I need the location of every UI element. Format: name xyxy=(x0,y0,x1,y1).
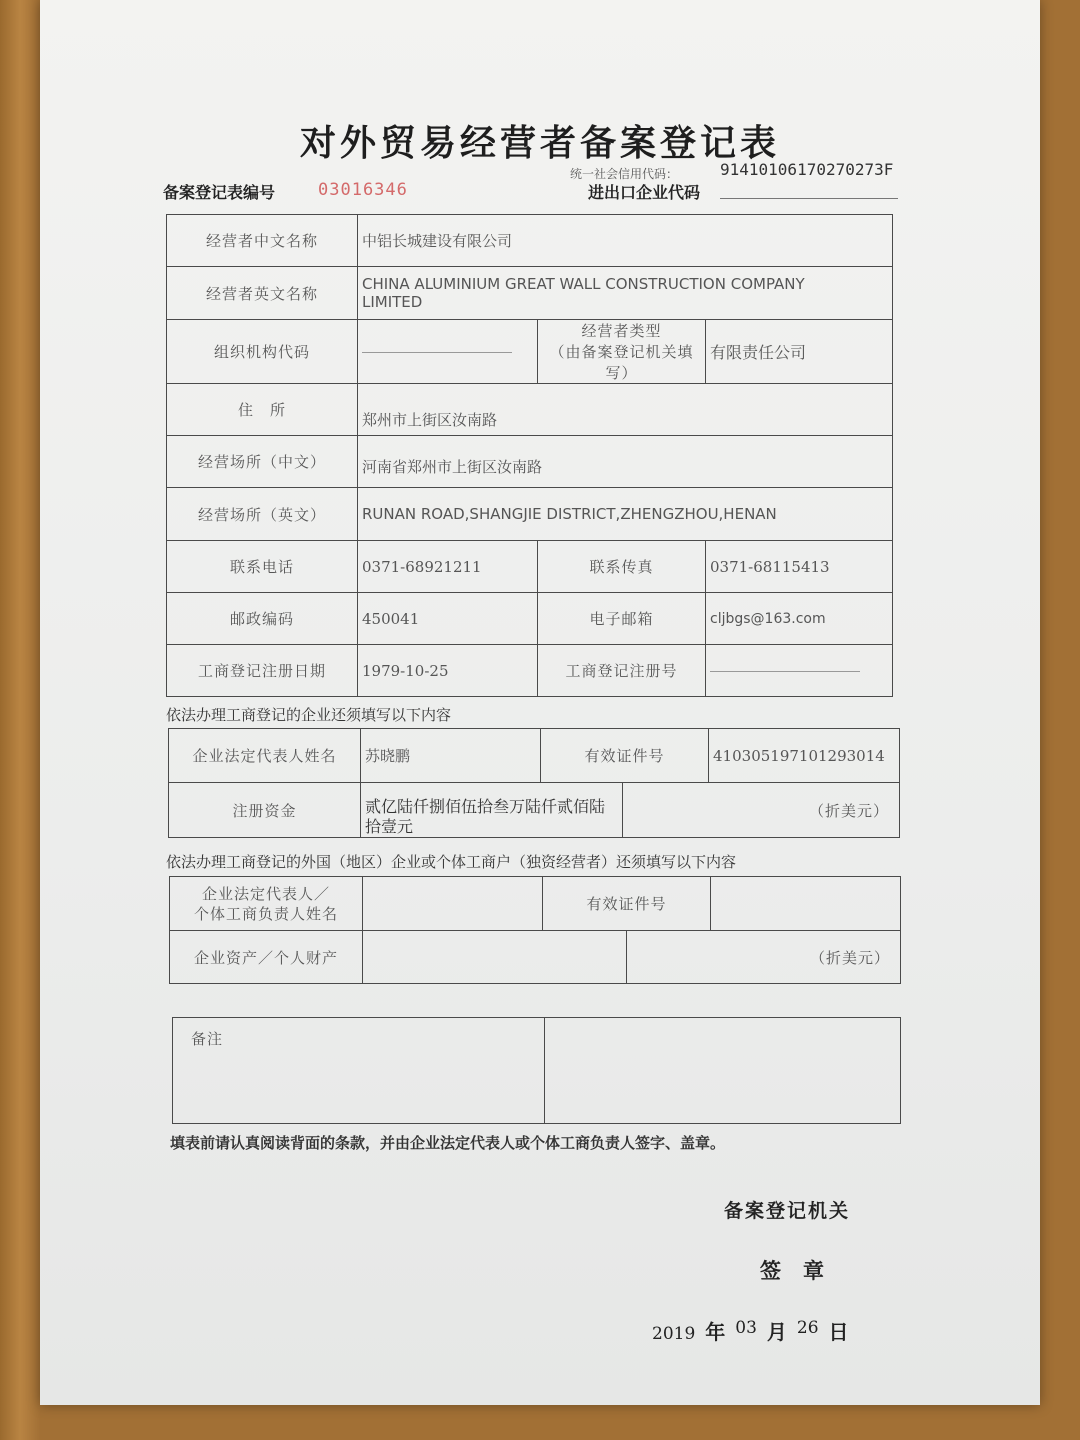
reg-date-value: 1979-10-25 xyxy=(358,645,538,697)
table-row xyxy=(167,267,893,320)
table-row xyxy=(173,1018,901,1124)
en-name-label: 经营者英文名称 xyxy=(167,267,358,320)
place-cn-label: 经营场所（中文） xyxy=(167,436,358,488)
table-row xyxy=(167,488,893,541)
foreign-rep-label: 企业法定代表人／ 个体工商负责人姓名 xyxy=(170,877,363,931)
postcode-label: 邮政编码 xyxy=(167,593,358,645)
date-year-unit: 年 xyxy=(705,1320,726,1344)
reg-number-label: 工商登记注册号 xyxy=(538,645,706,697)
table-row xyxy=(167,593,893,645)
table-row xyxy=(167,645,893,697)
date-day-unit: 日 xyxy=(828,1320,849,1344)
main-info-table xyxy=(166,214,893,697)
credit-code-label: 统一社会信用代码： xyxy=(570,167,679,181)
form-title: 对外贸易经营者备案登记表 xyxy=(299,123,780,164)
en-name-value: CHINA ALUMINIUM GREAT WALL CONSTRUCTION COMPANY LIMITED xyxy=(358,267,893,320)
email-label: 电子邮箱 xyxy=(538,593,706,645)
id-number-label: 有效证件号 xyxy=(541,729,709,783)
section2-heading: 依法办理工商登记的外国（地区）企业或个体工商户（独资经营者）还须填写以下内容 xyxy=(166,853,737,871)
record-number-label: 备案登记表编号 xyxy=(163,183,276,202)
import-export-code-line xyxy=(720,198,898,199)
table-row xyxy=(170,877,901,931)
legal-rep-name: 苏晓鹏 xyxy=(361,729,541,783)
table-row xyxy=(167,541,893,593)
legal-rep-label: 企业法定代表人姓名 xyxy=(169,729,361,783)
phone-value: 0371-68921211 xyxy=(358,541,538,593)
issue-date xyxy=(652,1316,859,1345)
org-code-label: 组织机构代码 xyxy=(167,320,358,384)
date-month-unit: 月 xyxy=(766,1320,787,1344)
place-en-label: 经营场所（英文） xyxy=(167,488,358,541)
capital-usd-label: （折美元） xyxy=(623,783,900,838)
cn-name-value: 中铝长城建设有限公司 xyxy=(358,215,893,267)
foreign-enterprise-table xyxy=(169,876,901,984)
date-month: 03 xyxy=(735,1318,757,1338)
import-export-code-label: 进出口企业代码 xyxy=(588,183,701,202)
notes-label: 备注 xyxy=(173,1018,545,1124)
instructions-notice: 填表前请认真阅读背面的条款，并由企业法定代表人或个体工商负责人签字、盖章。 xyxy=(170,1134,726,1152)
assets-label: 企业资产／个人财产 xyxy=(170,931,363,984)
record-number: 03016346 xyxy=(318,180,408,200)
place-cn-value: 河南省郑州市上街区汝南路 xyxy=(358,436,893,488)
operator-type-label: 经营者类型 （由备案登记机关填写） xyxy=(538,320,706,384)
table-row xyxy=(167,436,893,488)
table-row xyxy=(169,783,900,838)
foreign-id-label: 有效证件号 xyxy=(543,877,711,931)
assets-usd-label: （折美元） xyxy=(627,931,901,984)
notes-table xyxy=(172,1017,901,1124)
table-row xyxy=(169,729,900,783)
date-day: 26 xyxy=(796,1318,819,1338)
enterprise-table xyxy=(168,728,900,838)
date-year: 2019 xyxy=(652,1324,696,1344)
section1-heading: 依法办理工商登记的企业还须填写以下内容 xyxy=(166,706,452,724)
phone-label: 联系电话 xyxy=(167,541,358,593)
address-label: 住 所 xyxy=(167,384,358,436)
table-row xyxy=(167,320,893,384)
capital-value: 贰亿陆仟捌佰伍拾叁万陆仟贰佰陆拾壹元 xyxy=(361,783,623,838)
registration-authority: 备案登记机关 xyxy=(724,1200,851,1222)
table-row xyxy=(167,384,893,436)
org-code-value xyxy=(358,320,538,384)
document-page xyxy=(40,0,1040,1405)
seal-label: 签章 xyxy=(760,1259,846,1283)
notes-value xyxy=(545,1018,901,1124)
foreign-id-value xyxy=(711,877,901,931)
address-value: 郑州市上街区汝南路 xyxy=(358,384,893,436)
table-row xyxy=(170,931,901,984)
id-number-value: 410305197101293014 xyxy=(709,729,900,783)
fax-label: 联系传真 xyxy=(538,541,706,593)
reg-date-label: 工商登记注册日期 xyxy=(167,645,358,697)
table-row xyxy=(167,215,893,267)
capital-label: 注册资金 xyxy=(169,783,361,838)
reg-number-value xyxy=(706,645,893,697)
fax-value: 0371-68115413 xyxy=(706,541,893,593)
email-value: cljbgs@163.com xyxy=(706,593,893,645)
org-code-line xyxy=(362,352,512,353)
place-en-value: RUNAN ROAD,SHANGJIE DISTRICT,ZHENGZHOU,HENAN xyxy=(358,488,893,541)
credit-code: 91410106170270273F xyxy=(720,160,894,179)
operator-type-value: 有限责任公司 xyxy=(706,320,893,384)
cn-name-label: 经营者中文名称 xyxy=(167,215,358,267)
assets-value xyxy=(363,931,627,984)
foreign-rep-value xyxy=(363,877,543,931)
reg-number-line xyxy=(710,671,860,672)
postcode-value: 450041 xyxy=(358,593,538,645)
